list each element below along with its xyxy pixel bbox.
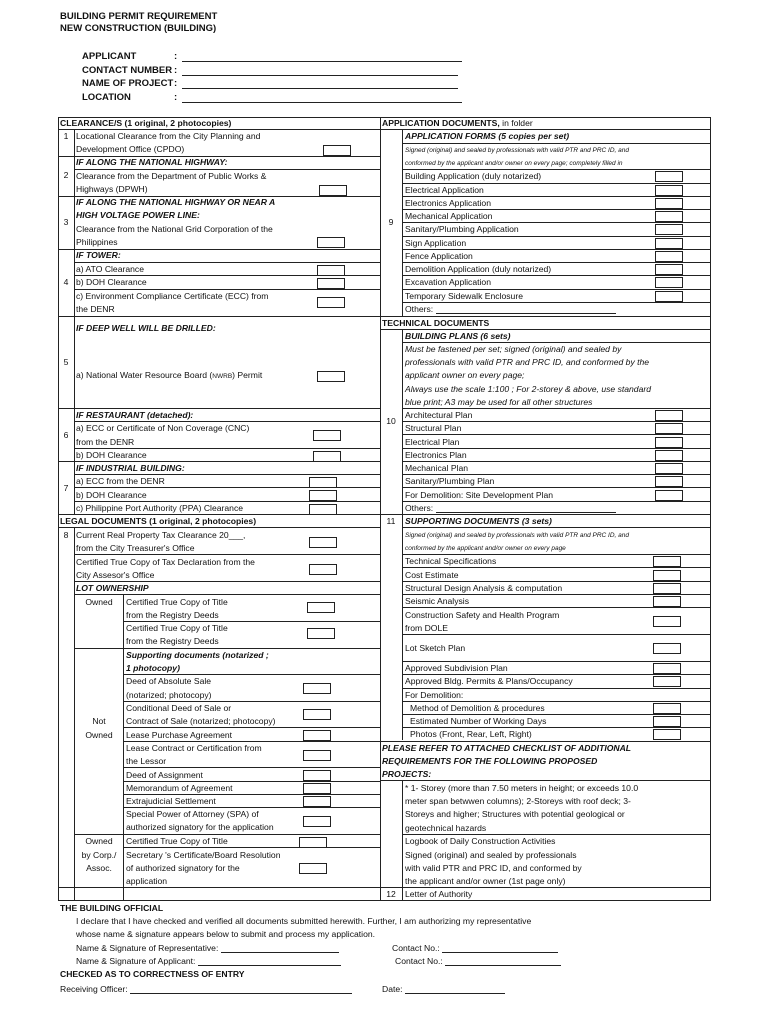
checkbox[interactable] <box>653 596 681 607</box>
fence-application: Fence Application <box>405 251 473 261</box>
projects-list: * 1- Storey (more than 7.50 meters in height; or exceeds 10.0 <box>405 783 639 793</box>
approved-subdivision: Approved Subdivision Plan <box>405 663 508 673</box>
structural-plan: Structural Plan <box>405 423 462 433</box>
checkbox[interactable] <box>309 477 337 488</box>
clearances-heading: CLEARANCE/S (1 original, 2 photocopies) <box>60 118 232 128</box>
extrajudicial: Extrajudicial Settlement <box>126 796 216 806</box>
projects-list: Storeys and higher; Structures with potential geological or <box>405 809 625 819</box>
checkbox[interactable] <box>303 730 331 741</box>
checkbox[interactable] <box>655 185 683 196</box>
sanitary-application: Sanitary/Plumbing Application <box>405 224 519 234</box>
checkbox[interactable] <box>317 265 345 276</box>
lease-contract: Lease Contract or Certification from <box>126 743 262 753</box>
row-number: 1 <box>63 131 69 141</box>
lot-ownership-label: LOT OWNERSHIP <box>76 583 149 593</box>
applicant-field[interactable] <box>182 52 462 62</box>
secretary-certificate: application <box>126 876 168 886</box>
electronics-application: Electronics Application <box>405 198 491 208</box>
applicant-contact-field[interactable]: Contact No.: <box>395 956 561 966</box>
checkbox[interactable] <box>655 251 683 262</box>
checkbox[interactable] <box>313 430 341 441</box>
row-number: 12 <box>386 889 396 899</box>
ato-clearance: a) ATO Clearance <box>76 264 144 274</box>
application-forms-note: Signed (original) and sealed by professionals with valid PTR and PRC ID, and <box>405 147 630 154</box>
checkbox[interactable] <box>655 198 683 209</box>
mechanical-plan: Mechanical Plan <box>405 463 469 473</box>
corp-owned-label: Owned <box>85 836 113 846</box>
application-heading: APPLICATION DOCUMENTS, in folder <box>382 118 533 128</box>
checkbox[interactable] <box>309 504 337 515</box>
tax-declaration: City Assesor's Office <box>76 570 155 580</box>
colon: : <box>174 51 178 62</box>
logbook: Signed (original) and sealed by professionals <box>405 850 577 860</box>
doh-clearance: b) DOH Clearance <box>76 450 147 460</box>
checkbox[interactable] <box>655 490 683 501</box>
doh-clearance: b) DOH Clearance <box>76 490 147 500</box>
condition-label: IF ALONG THE NATIONAL HIGHWAY OR NEAR A <box>76 197 276 207</box>
ecc-cnc: from the DENR <box>76 437 135 447</box>
corp-owned-label: Assoc. <box>86 863 112 873</box>
supporting-note: conformed by the applicant and/or owner on every page <box>405 545 566 552</box>
colon: : <box>174 78 178 89</box>
logbook: the applicant and/or owner (1st page only) <box>405 876 566 886</box>
checkbox[interactable] <box>655 463 683 474</box>
applicant-label: APPLICANT <box>82 51 137 62</box>
mechanical-application: Mechanical Application <box>405 211 493 221</box>
row-number: 4 <box>63 277 69 287</box>
condition-label: IF DEEP WELL WILL BE DRILLED: <box>76 323 216 333</box>
checkbox[interactable] <box>655 238 683 249</box>
plans-note: Always use the scale 1:100 ; For 2-storey & above, use standard <box>405 384 652 394</box>
checkbox[interactable] <box>323 145 351 156</box>
checkbox[interactable] <box>303 709 331 720</box>
nwrb-permit: a) National Water Resource Board (NWRB) Permit <box>76 370 263 380</box>
checkbox[interactable] <box>309 490 337 501</box>
location-field[interactable] <box>182 93 462 103</box>
row-number: 6 <box>63 430 69 440</box>
not-owned-label: Owned <box>85 730 113 740</box>
ppa-clearance: c) Philippine Port Authority (PPA) Clearance <box>76 503 244 513</box>
condition-label: IF TOWER: <box>76 250 121 260</box>
deed-absolute-sale: (notarized; photocopy) <box>126 690 212 700</box>
title-copy: from the Registry Deeds <box>126 636 219 646</box>
photos: Photos (Front, Rear, Left, Right) <box>410 729 532 739</box>
checkbox[interactable] <box>307 628 335 639</box>
row-number: 8 <box>63 530 69 540</box>
structural-analysis: Structural Design Analysis & computation <box>405 583 563 593</box>
tax-declaration: Certified True Copy of Tax Declaration from the <box>76 557 255 567</box>
checkbox[interactable] <box>655 171 683 182</box>
lot-sketch-plan: Lot Sketch Plan <box>405 643 466 653</box>
checkbox[interactable] <box>653 556 681 567</box>
demolition-application: Demolition Application (duly notarized) <box>405 264 552 274</box>
checkbox[interactable] <box>303 683 331 694</box>
supporting-docs-heading: SUPPORTING DOCUMENTS (3 sets) <box>405 516 552 526</box>
checkbox[interactable] <box>653 729 681 740</box>
checkbox[interactable] <box>319 185 347 196</box>
checkbox[interactable] <box>317 278 345 289</box>
checkbox[interactable] <box>307 602 335 613</box>
secretary-certificate: Secretary 's Certificate/Board Resolution <box>126 850 281 860</box>
plans-note: blue print; A3 may be used for all other structures <box>405 397 593 407</box>
checked-label: CHECKED AS TO CORRECTNESS OF ENTRY <box>60 969 245 979</box>
receiving-officer-field[interactable]: Receiving Officer: <box>60 984 352 994</box>
building-application: Building Application (duly notarized) <box>405 171 542 181</box>
sign-application: Sign Application <box>405 238 467 248</box>
dpwh-clearance: Clearance from the Department of Public Works & <box>76 171 267 181</box>
row-number: 11 <box>386 516 396 526</box>
conditional-deed: Conditional Deed of Sale or <box>126 703 232 713</box>
supporting-docs-label: 1 photocopy) <box>126 663 180 673</box>
tax-clearance: Current Real Property Tax Clearance 20___, <box>76 530 246 540</box>
building-official-label: THE BUILDING OFFICIAL <box>60 903 164 913</box>
application-forms-note: conformed by the applicant and/or owner on every page; completely filled in <box>405 160 623 167</box>
secretary-certificate: of authorized signatory for the <box>126 863 240 873</box>
spa: Special Power of Attorney (SPA) of <box>126 809 259 819</box>
condition-label: IF RESTAURANT (detached): <box>76 410 194 420</box>
technical-specifications: Technical Specifications <box>405 556 497 566</box>
logbook: with valid PTR and PRC ID, and conformed by <box>405 863 582 873</box>
colon: : <box>174 65 178 76</box>
ecc-cnc: a) ECC or Certificate of Non Coverage (CNC) <box>76 423 250 433</box>
working-days: Estimated Number of Working Days <box>410 716 547 726</box>
declaration-text: I declare that I have checked and verified all documents submitted herewith. Further, I am authorizing my representative <box>76 916 532 926</box>
ngcp-clearance: Clearance from the National Grid Corporation of the <box>76 224 273 234</box>
checkbox[interactable] <box>303 750 331 761</box>
checkbox[interactable] <box>317 371 345 382</box>
architectural-plan: Architectural Plan <box>405 410 473 420</box>
project-name-field[interactable] <box>182 79 458 89</box>
checkbox[interactable] <box>653 616 681 627</box>
electrical-application: Electrical Application <box>405 185 484 195</box>
safety-program: from DOLE <box>405 623 448 633</box>
declaration-text: whose name & signature appears below to submit and process my application. <box>76 929 376 939</box>
ngcp-clearance: Philippines <box>76 237 118 247</box>
checkbox[interactable] <box>299 863 327 874</box>
checkbox[interactable] <box>655 211 683 222</box>
checkbox[interactable] <box>653 716 681 727</box>
sidewalk-enclosure: Temporary Sidewalk Enclosure <box>405 291 523 301</box>
checkbox[interactable] <box>299 837 327 848</box>
supporting-note: Signed (original) and sealed by professionals with valid PTR and PRC ID, and <box>405 532 630 539</box>
applicant-signature-field[interactable]: Name & Signature of Applicant: <box>76 956 341 966</box>
electronics-plan: Electronics Plan <box>405 450 467 460</box>
plans-note: professionals with valid PTR and PRC ID, and conformed by the <box>405 357 650 367</box>
checkbox[interactable] <box>653 583 681 594</box>
row-number: 3 <box>63 217 69 227</box>
checkbox[interactable] <box>317 237 345 248</box>
legal-heading: LEGAL DOCUMENTS (1 original, 2 photocopies) <box>60 516 257 526</box>
projects-list: meter span betwwen columns); 2-Storeys with roof deck; 3- <box>405 796 631 806</box>
lease-purchase: Lease Purchase Agreement <box>126 730 233 740</box>
checkbox[interactable] <box>303 796 331 807</box>
representative-signature-field[interactable]: Name & Signature of Representative: <box>76 943 339 953</box>
checkbox[interactable] <box>655 476 683 487</box>
supporting-docs-label: Supporting documents (notarized ; <box>126 650 269 660</box>
technical-heading: TECHNICAL DOCUMENTS <box>382 318 490 328</box>
checkbox[interactable] <box>303 816 331 827</box>
dpwh-clearance: Highways (DPWH) <box>76 184 148 194</box>
checkbox[interactable] <box>309 537 337 548</box>
checkbox[interactable] <box>655 437 683 448</box>
doh-clearance: b) DOH Clearance <box>76 277 147 287</box>
title-copy: Certified True Copy of Title <box>126 597 228 607</box>
corp-owned-label: by Corp./ <box>81 850 117 860</box>
condition-label: IF INDUSTRIAL BUILDING: <box>76 463 185 473</box>
electrical-plan: Electrical Plan <box>405 437 460 447</box>
contact-number-field[interactable] <box>182 66 458 76</box>
row-number: 10 <box>386 416 396 426</box>
checkbox[interactable] <box>313 451 341 462</box>
checkbox[interactable] <box>655 277 683 288</box>
representative-contact-field[interactable]: Contact No.: <box>392 943 558 953</box>
cost-estimate: Cost Estimate <box>405 570 459 580</box>
not-owned-label: Not <box>92 716 106 726</box>
row-number: 2 <box>63 170 69 180</box>
cpdo-clearance: Development Office (CPDO) <box>76 144 185 154</box>
excavation-application: Excavation Application <box>405 277 491 287</box>
logbook: Logbook of Daily Construction Activities <box>405 836 556 846</box>
checkbox[interactable] <box>655 224 683 235</box>
others-field[interactable]: Others: <box>405 503 616 513</box>
ecc-clearance: the DENR <box>76 304 115 314</box>
refer-note: PROJECTS: <box>382 769 432 779</box>
condition-label: IF ALONG THE NATIONAL HIGHWAY: <box>76 157 228 167</box>
cpdo-clearance: Locational Clearance from the City Planning and <box>76 131 261 141</box>
letter-of-authority: Letter of Authority <box>405 889 473 899</box>
spa: authorized signatory for the application <box>126 822 274 832</box>
title-copy: from the Registry Deeds <box>126 610 219 620</box>
memorandum: Memorandum of Agreement <box>126 783 233 793</box>
location-label: LOCATION <box>82 92 131 103</box>
checkbox[interactable] <box>655 264 683 275</box>
project-name-label: NAME OF PROJECT <box>82 78 174 89</box>
checkbox[interactable] <box>303 783 331 794</box>
plans-note: applicant owner on every page; <box>405 370 525 380</box>
checkbox[interactable] <box>655 291 683 302</box>
plans-note: Must be fastened per set; signed (original) and sealed by <box>405 344 622 354</box>
row-number: 7 <box>63 483 69 493</box>
ecc-denr: a) ECC from the DENR <box>76 476 165 486</box>
deed-assignment: Deed of Assignment <box>126 770 203 780</box>
lease-contract: the Lessor <box>126 756 167 766</box>
building-plans-heading: BUILDING PLANS (6 sets) <box>405 331 511 341</box>
checkbox[interactable] <box>655 450 683 461</box>
checkbox[interactable] <box>653 663 681 674</box>
tax-clearance: from the City Treasurer's Office <box>76 543 195 553</box>
approved-permits: Approved Bldg. Permits & Plans/Occupancy <box>405 676 573 686</box>
title-copy: Certified True Copy of Title <box>126 623 228 633</box>
checkbox[interactable] <box>653 703 681 714</box>
colon: : <box>174 92 178 103</box>
checkbox[interactable] <box>309 564 337 575</box>
checkbox[interactable] <box>655 423 683 434</box>
seismic-analysis: Seismic Analysis <box>405 596 469 606</box>
ecc-clearance: c) Environment Compliance Certificate (ECC) from <box>76 291 269 301</box>
refer-note: REQUIREMENTS FOR THE FOLLOWING PROPOSED <box>382 756 598 766</box>
document-subtitle: NEW CONSTRUCTION (BUILDING) <box>60 23 217 34</box>
deed-absolute-sale: Deed of Absolute Sale <box>126 676 212 686</box>
others-field[interactable]: Others: <box>405 304 616 314</box>
conditional-deed: Contract of Sale (notarized; photocopy) <box>126 716 276 726</box>
sanitary-plan: Sanitary/Plumbing Plan <box>405 476 495 486</box>
checkbox[interactable] <box>317 297 345 308</box>
for-demolition-label: For Demolition: <box>405 690 464 700</box>
checkbox[interactable] <box>653 570 681 581</box>
corp-title: Certified True Copy of Title <box>126 836 228 846</box>
owned-label: Owned <box>85 597 113 607</box>
checkbox[interactable] <box>653 676 681 687</box>
contact-number-label: CONTACT NUMBER <box>82 65 173 76</box>
application-forms-heading: APPLICATION FORMS (5 copies per set) <box>405 131 570 141</box>
date-field[interactable]: Date: <box>382 984 505 994</box>
checkbox[interactable] <box>655 410 683 421</box>
projects-list: geotechnical hazards <box>405 823 487 833</box>
demolition-method: Method of Demolition & procedures <box>410 703 545 713</box>
checkbox[interactable] <box>653 643 681 654</box>
row-number: 9 <box>388 217 394 227</box>
safety-program: Construction Safety and Health Program <box>405 610 560 620</box>
row-number: 5 <box>63 357 69 367</box>
document-title: BUILDING PERMIT REQUIREMENT <box>60 11 218 22</box>
checkbox[interactable] <box>303 770 331 781</box>
condition-label: HIGH VOLTAGE POWER LINE: <box>76 210 200 220</box>
site-development-plan: For Demolition: Site Development Plan <box>405 490 554 500</box>
refer-note: PLEASE REFER TO ATTACHED CHECKLIST OF ADDITIONAL <box>382 743 632 753</box>
